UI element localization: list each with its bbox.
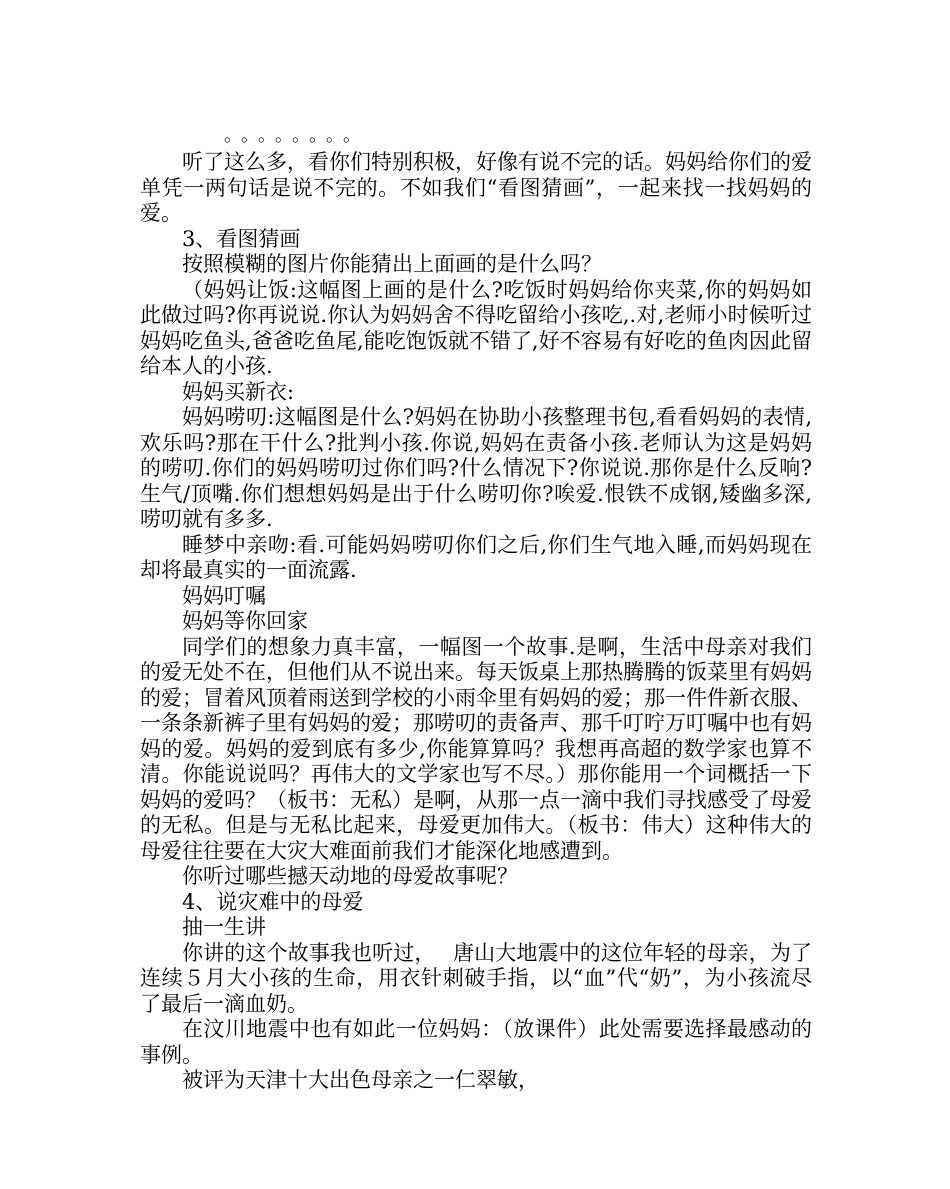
paragraph-mom-serves-food: （妈妈让饭:这幅图上画的是什么?吃饭时妈妈给你夹菜,你的妈妈如此做过吗?你再说说.你认为妈妈舍不得吃留给小孩吃,.对,老师小时候听过妈妈吃鱼头,爸爸吃鱼尾,能吃饱饭就不错了,好不容易有好吃的鱼肉因此留给本人的小孩. [140,277,812,378]
paragraph-student-tells: 抽一生讲 [182,915,266,939]
paragraph-mom-waits: 妈妈等你回家 [182,609,308,633]
paragraph-mom-reminds: 妈妈叮嘱 [182,583,266,608]
paragraph-mom-buys-clothes: 妈妈买新衣: [182,379,295,404]
paragraph-tianjin-mother: 被评为天津十大出色母亲之一仁翠敏， [182,1068,539,1092]
paragraph-mom-nags: 妈妈唠叨:这幅图是什么?妈妈在协助小孩整理书包,看看妈妈的表情,欢乐吗?那在干什么?批判小孩.你说,妈妈在责备小孩.老师认为这是妈妈的唠叨.你们的妈妈唠叨过你们吗?什么情况下?你说说.那你是什么反响?生气/顶嘴.你们想想妈妈是出于什么唠叨你?唉爱.恨铁不成钢,矮幽多深,唠叨就有多多. [140,405,812,531]
section-heading-4: 4、说灾难中的母爱 [182,889,364,914]
paragraph-kiss-in-sleep: 睡梦中亲吻:看.可能妈妈唠叨你们之后,你们生气地入睡,而妈妈现在却将最真实的一面流露. [140,532,812,582]
paragraph-tangshan-story: 你讲的这个故事我也听过， 唐山大地震中的这位年轻的母亲，为了连续５月大小孩的生命，用衣针刺破手指，以“血”代“奶”，为小孩流尽了最后一滴血奶。 [140,940,812,1016]
section-heading-3: 3、看图猜画 [182,226,301,251]
document-body [140,125,812,1094]
ellipsis-dots: 。。。。。。。。 [224,125,369,146]
paragraph-question: 按照模糊的图片你能猜出上面画的是什么吗？ [182,252,602,276]
paragraph-stories-question: 你听过哪些撼天动地的母爱故事呢？ [182,864,518,888]
paragraph-transition: 听了这么多，看你们特别积极，好像有说不完的话。妈妈给你们的爱单凭一两句话是说不完的。不如我们“看图猜画”，一起来找一找妈妈的爱。 [140,150,812,225]
paragraph-summary: 同学们的想象力真丰富，一幅图一个故事.是啊，生活中母亲对我们的爱无处不在，但他们从不说出来。每天饭桌上那热腾腾的饭菜里有妈妈的爱；冒着风顶着雨送到学校的小雨伞里有妈妈的爱；那一件件新衣服、一条条新裤子里有妈妈的爱；那唠叨的责备声、那千叮咛万叮嘱中也有妈妈的爱。妈妈的爱到底有多少,你能算算吗？我想再高超的数学家也算不清。你能说说吗？再伟大的文学家也写不尽。）那你能用一个词概括一下妈妈的爱吗？（板书：无私）是啊，从那一点一滴中我们寻找感受了母爱的无私。但是与无私比起来，母爱更加伟大。（板书：伟大）这种伟大的母爱往往要在大灾大难面前我们才能深化地感遭到。 [140,634,812,863]
paragraph-wenchuan-story: 在汶川地震中也有如此一位妈妈：（放课件）此处需要选择最感动的事例。 [140,1017,812,1067]
